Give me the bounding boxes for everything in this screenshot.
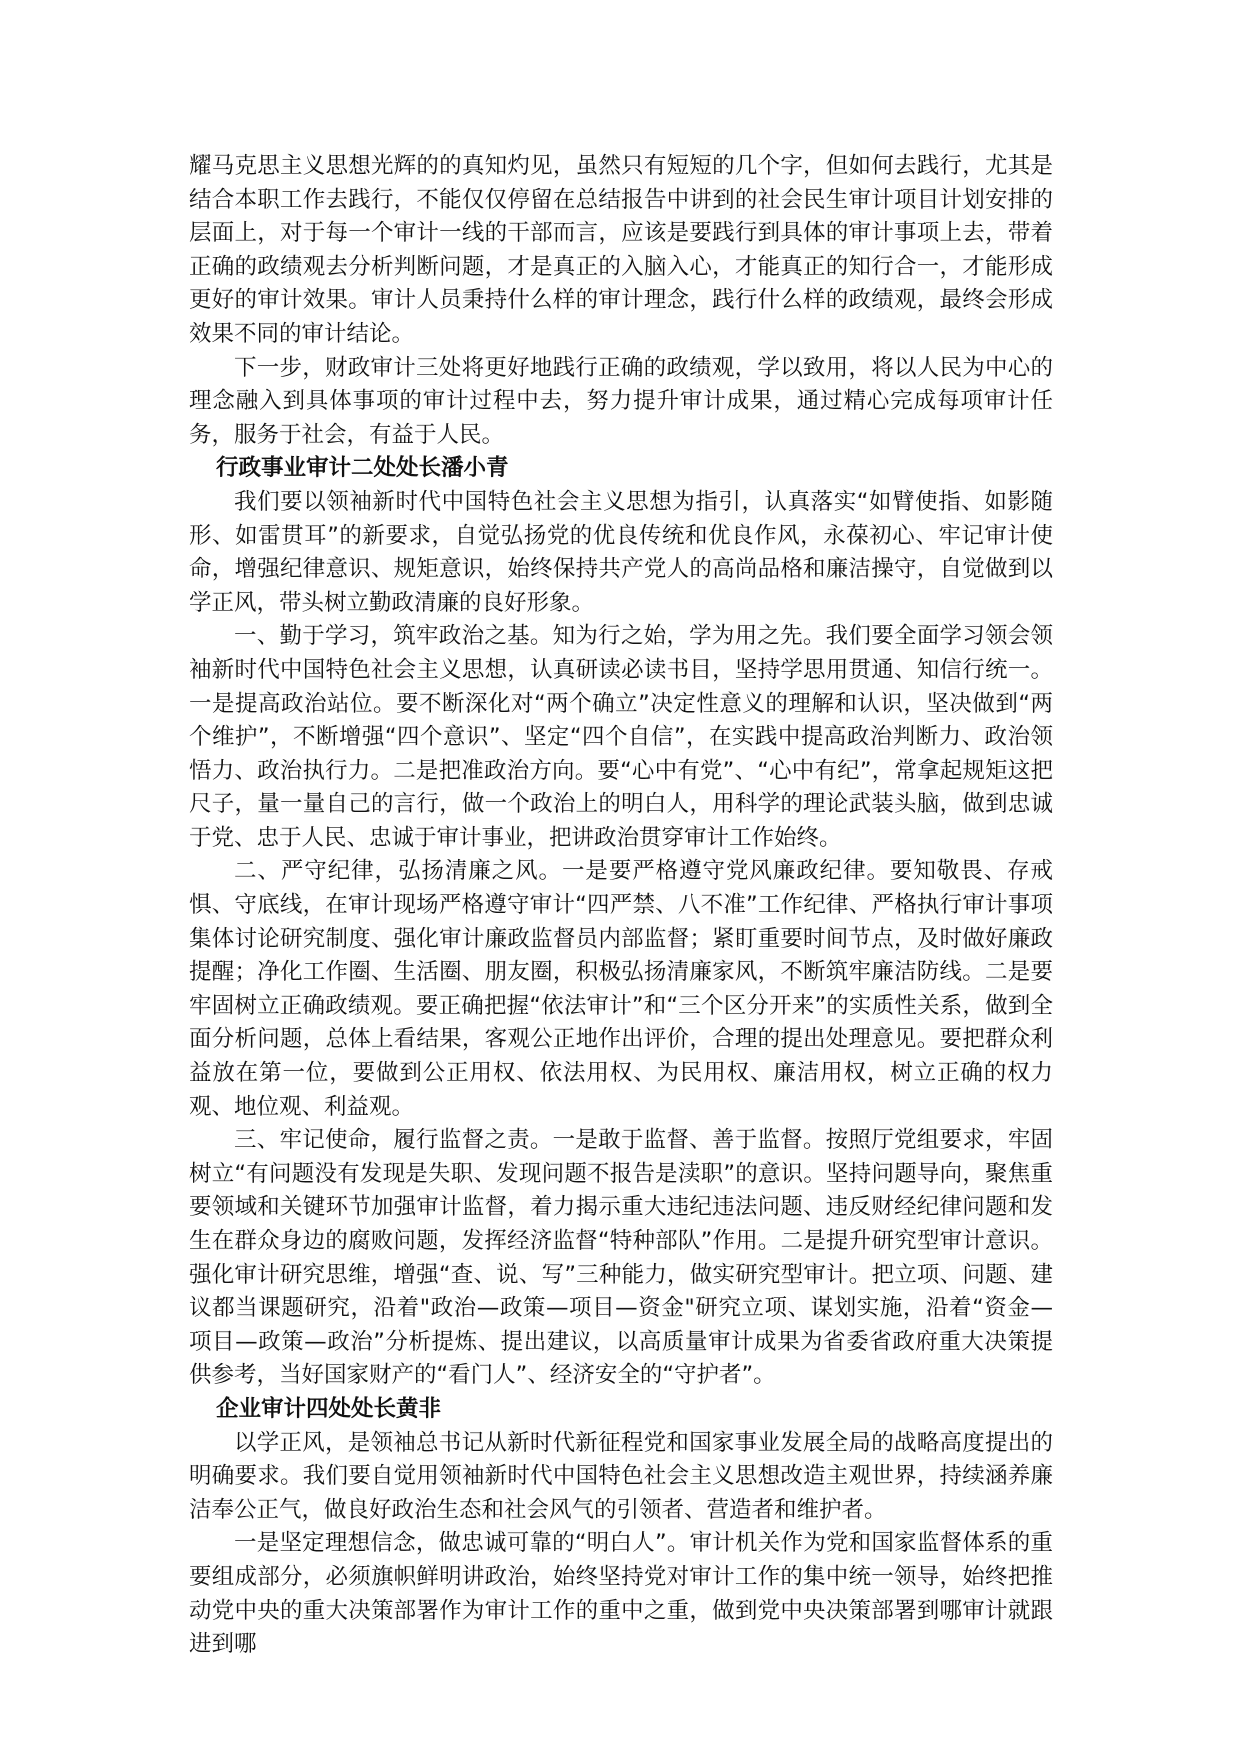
paragraph: 我们要以领袖新时代中国特色社会主义思想为指引，认真落实“如臂使指、如影随形、如雷贯耳”的新要求，自觉弘扬党的优良传统和优良作风，永葆初心、牢记审计使命，增强纪律意识、规矩意识，始终保持共产党人的高尚品格和廉洁操守，自觉做到以学正风，带头树立勤政清廉的良好形象。 xyxy=(189,488,1053,616)
paragraph: 下一步，财政审计三处将更好地践行正确的政绩观，学以致用，将以人民为中心的理念融入到具体事项的审计过程中去，努力提升审计成果，通过精心完成每项审计任务，服务于社会，有益于人民。 xyxy=(189,354,1053,448)
section-heading: 行政事业审计二处处长潘小青 xyxy=(216,455,509,482)
section-heading: 企业审计四处处长黄非 xyxy=(216,1395,442,1422)
document-body xyxy=(189,150,1053,1662)
paragraph: 三、牢记使命，履行监督之责。一是敢于监督、善于监督。按照厅党组要求，牢固树立“有问题没有发现是失职、发现问题不报告是渎职”的意识。坚持问题导向，聚焦重要领域和关键环节加强审计监督，着力揭示重大违纪违法问题、违反财经纪律问题和发生在群众身边的腐败问题，发挥经济监督“特种部队”作用。二是提升研究型审计意识。强化审计研究思维，增强“查、说、写”三种能力，做实研究型审计。把立项、问题、建议都当课题研究，沿着"政治—政策—项目—资金"研究立项、谋划实施，沿着“资金—项目—政策—政治”分析提炼、提出建议，以高质量审计成果为省委省政府重大决策提供参考，当好国家财产的“看门人”、经济安全的“守护者”。 xyxy=(189,1127,1053,1389)
paragraph: 二、严守纪律，弘扬清廉之风。一是要严格遵守党风廉政纪律。要知敬畏、存戒惧、守底线，在审计现场严格遵守审计“四严禁、八不准”工作纪律、严格执行审计事项集体讨论研究制度、强化审计廉政监督员内部监督；紧盯重要时间节点，及时做好廉政提醒；净化工作圈、生活圈、朋友圈，积极弘扬清廉家风，不断筑牢廉洁防线。二是要牢固树立正确政绩观。要正确把握“依法审计”和“三个区分开来”的实质性关系，做到全面分析问题，总体上看结果，客观公正地作出评价，合理的提出处理意见。要把群众利益放在第一位，要做到公正用权、依法用权、为民用权、廉洁用权，树立正确的权力观、地位观、利益观。 xyxy=(189,858,1053,1120)
paragraph: 一、勤于学习，筑牢政治之基。知为行之始，学为用之先。我们要全面学习领会领袖新时代中国特色社会主义思想，认真研读必读书目，坚持学思用贯通、知信行统一。一是提高政治站位。要不断深化对“两个确立”决定性意义的理解和认识，坚决做到“两个维护”，不断增强“四个意识”、坚定“四个自信”，在实践中提高政治判断力、政治领悟力、政治执行力。二是把准政治方向。要“心中有党”、“心中有纪”，常拿起规矩这把尺子，量一量自己的言行，做一个政治上的明白人，用科学的理论武装头脑，做到忠诚于党、忠于人民、忠诚于审计事业，把讲政治贯穿审计工作始终。 xyxy=(189,623,1053,851)
paragraph: 一是坚定理想信念，做忠诚可靠的“明白人”。审计机关作为党和国家监督体系的重要组成部分，必须旗帜鲜明讲政治，始终坚持党对审计工作的集中统一领导，始终把推动党中央的重大决策部署作为审计工作的重中之重，做到党中央决策部署到哪审计就跟进到哪 xyxy=(189,1530,1053,1658)
paragraph: 以学正风，是领袖总书记从新时代新征程党和国家事业发展全局的战略高度提出的明确要求。我们要自觉用领袖新时代中国特色社会主义思想改造主观世界，持续涵养廉洁奉公正气，做良好政治生态和社会风气的引领者、营造者和维护者。 xyxy=(189,1429,1053,1523)
paragraph-continued: 耀马克思主义思想光辉的的真知灼见，虽然只有短短的几个字，但如何去践行，尤其是结合本职工作去践行，不能仅仅停留在总结报告中讲到的社会民生审计项目计划安排的层面上，对于每一个审计一线的干部而言，应该是要践行到具体的审计事项上去，带着正确的政绩观去分析判断问题，才是真正的入脑入心，才能真正的知行合一，才能形成更好的审计效果。审计人员秉持什么样的审计理念，践行什么样的政绩观，最终会形成效果不同的审计结论。 xyxy=(189,153,1053,347)
